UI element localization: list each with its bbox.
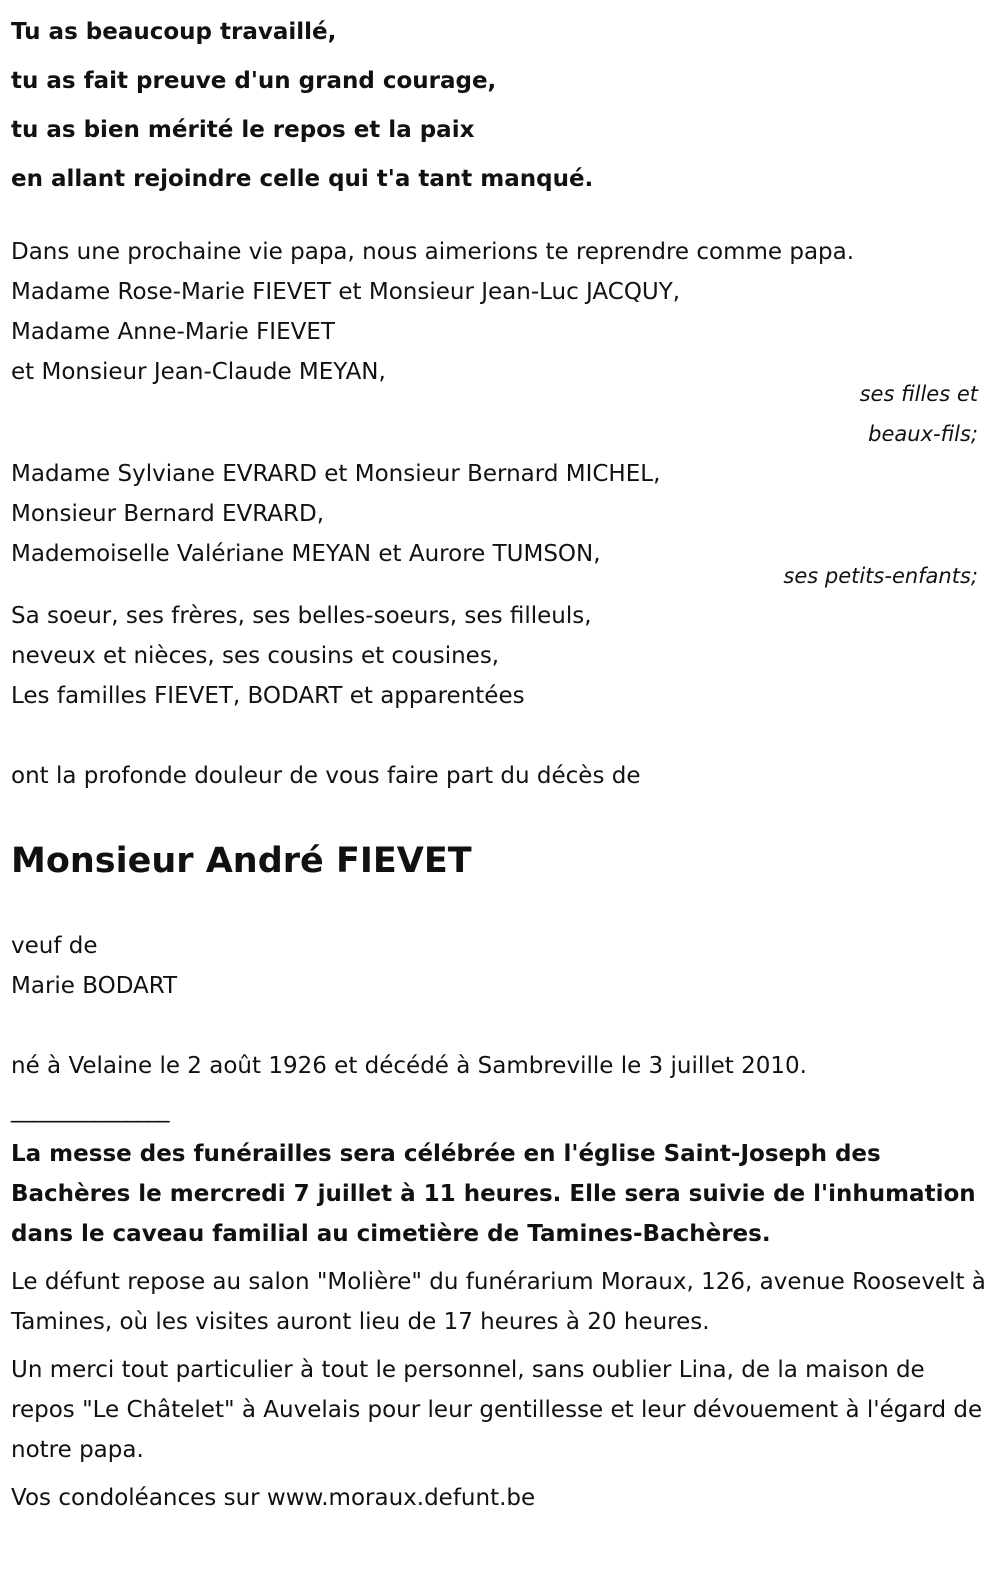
extended-family-block [11,596,986,716]
obituary-notice [11,0,986,1518]
visitation-details: Le défunt repose au salon "Molière" du funérarium Moraux, 126, avenue Roosevelt à Tamines, où les visites auront lieu de 17 heures à 20 heures. [11,1269,986,1335]
family-member-line: Mademoiselle Valériane MEYAN et Aurore TUMSON, [11,541,601,567]
family-member-line: Madame Sylviane EVRARD et Monsieur Bernard MICHEL, [11,461,661,487]
family-member-line: Madame Rose-Marie FIEVET et Monsieur Jean-Luc JACQUY, [11,279,681,305]
deceased-name: Monsieur André FIEVET [11,841,472,881]
daughters-block [11,272,986,454]
family-member-line: et Monsieur Jean-Claude MEYAN, [11,359,386,385]
role-line: ses filles et [859,382,978,406]
opening-poem [11,8,986,204]
family-member-line: Sa soeur, ses frères, ses belles-soeurs, ses filleuls, [11,603,592,629]
intro-line: Dans une prochaine vie papa, nous aimerions te reprendre comme papa. [11,239,855,265]
announcement: ont la profonde douleur de vous faire part du décès de [11,763,641,789]
condolences-line: Vos condoléances sur www.moraux.defunt.be [11,1485,536,1511]
grandchildren-role: ses petits-enfants; [783,564,978,588]
family-member-line: Les familles FIEVET, BODART et apparentées [11,683,525,709]
birth-death-dates: né à Velaine le 2 août 1926 et décédé à Sambreville le 3 juillet 2010. [11,1053,807,1079]
spouse-line: Marie BODART [11,973,178,999]
poem-line: tu as fait preuve d'un grand courage, [11,68,497,94]
funeral-details: La messe des funérailles sera célébrée en l'église Saint-Joseph des Bachères le mercredi 7 juillet à 11 heures. Elle sera suivie de l'inhumation dans le caveau familial au cimetière de Tamines-Bachères. [11,1141,976,1247]
poem-line: en allant rejoindre celle qui t'a tant manqué. [11,166,594,192]
spouse-block [11,926,986,1006]
separator-line: _______________ [11,1097,169,1123]
role-line: beaux-fils; [868,422,978,446]
thanks-message: Un merci tout particulier à tout le personnel, sans oublier Lina, de la maison de repos "Le Châtelet" à Auvelais pour leur gentillesse et leur dévouement à l'égard de notre papa. [11,1357,983,1463]
family-member-line: Monsieur Bernard EVRARD, [11,501,325,527]
poem-line: Tu as beaucoup travaillé, [11,19,337,45]
grandchildren-block [11,454,986,596]
family-member-line: neveux et nièces, ses cousins et cousines, [11,643,500,669]
family-member-line: Madame Anne-Marie FIEVET [11,319,335,345]
spouse-line: veuf de [11,933,98,959]
poem-line: tu as bien mérité le repos et la paix [11,117,475,143]
